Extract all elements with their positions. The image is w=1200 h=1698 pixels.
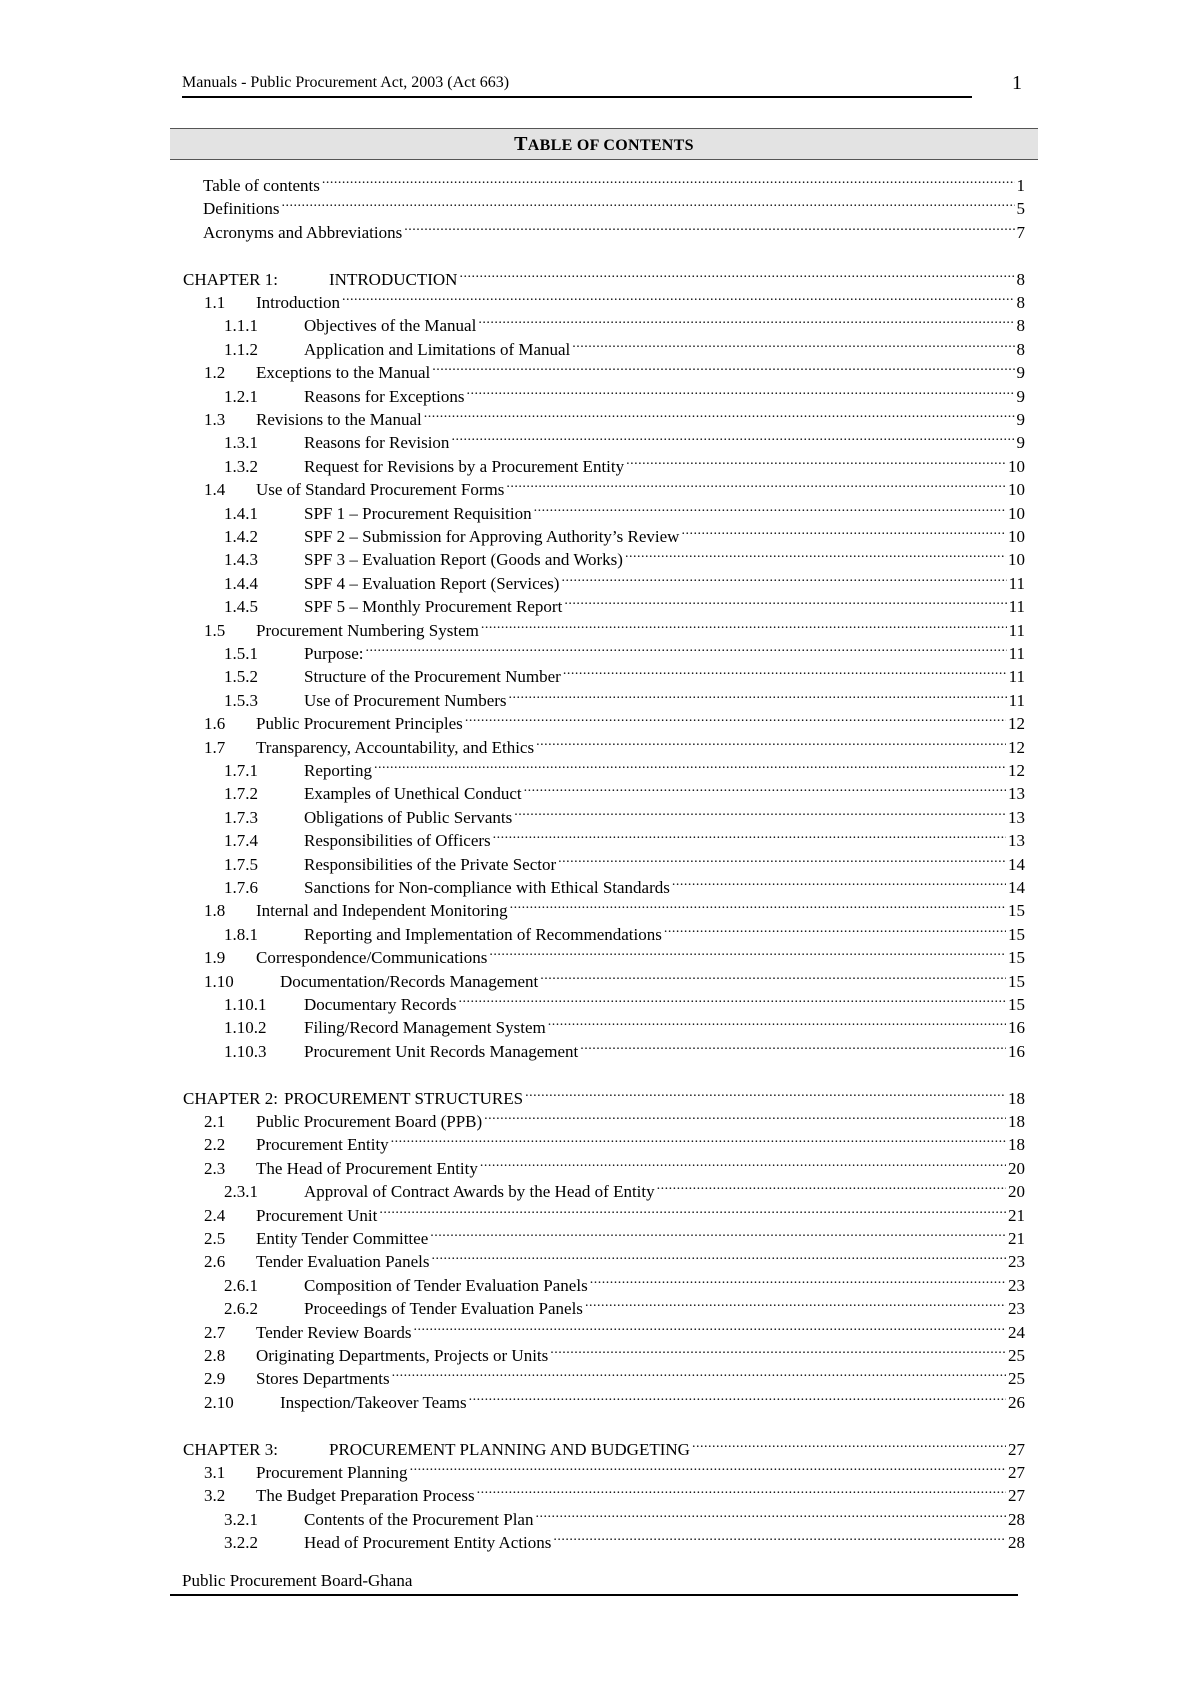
toc-entry-title: Inspection/Takeover Teams <box>280 1392 467 1412</box>
toc-entry-number: 1.8 <box>204 901 226 921</box>
toc-entry-page: 7 <box>1016 222 1025 242</box>
toc-entry-number: 1.7 <box>204 737 226 757</box>
toc-entry-page: 8 <box>1016 293 1025 312</box>
toc-entry-title: Obligations of Public Servants <box>304 807 513 827</box>
toc-entry-title: Composition of Tender Evaluation Panels <box>304 1275 588 1295</box>
toc-entry-title: Stores Departments <box>256 1369 390 1389</box>
toc-entry-number: 1.4.1 <box>224 503 258 523</box>
toc-dot-leader <box>282 191 1015 214</box>
toc-entry-title: Responsibilities of Officers <box>304 831 491 851</box>
toc-entry-number: 1.7.5 <box>224 854 258 874</box>
toc-entry-number: 1.5.3 <box>224 690 258 710</box>
toc-entry-title: Approval of Contract Awards by the Head of Entity <box>304 1182 655 1202</box>
toc-entry-title: SPF 3 – Evaluation Report (Goods and Works) <box>304 550 623 570</box>
toc-entry-number: 1.10.1 <box>224 995 267 1014</box>
toc-entry-number: 1.4.2 <box>224 527 258 546</box>
toc-entry-page: 13 <box>1008 831 1025 851</box>
toc-entry[interactable] <box>224 1291 1025 1319</box>
toc-entry-title: Application and Limitations of Manual <box>304 339 571 359</box>
toc-entry[interactable] <box>224 542 1025 570</box>
toc-entry-title: SPF 1 – Procurement Requisition <box>304 503 532 523</box>
toc-entry[interactable] <box>204 1315 1025 1342</box>
toc-entry-title: Sanctions for Non-compliance with Ethical Standards <box>304 878 670 897</box>
toc-dot-leader <box>374 753 1006 776</box>
toc-entry-title: The Head of Procurement Entity <box>256 1158 478 1178</box>
toc-entry-page: 12 <box>1008 737 1025 757</box>
toc-entry[interactable] <box>204 472 1025 500</box>
toc-entry-page: 26 <box>1008 1392 1025 1412</box>
toc-dot-leader <box>540 964 1006 987</box>
toc-dot-leader <box>467 379 1015 402</box>
toc-entry-number: 1.8.1 <box>224 924 258 944</box>
toc-entry-title: Entity Tender Committee <box>256 1229 429 1248</box>
toc-entry-page: 13 <box>1008 784 1025 804</box>
toc-entry-page: 10 <box>1008 480 1025 500</box>
toc-dot-leader <box>534 496 1006 519</box>
toc-entry-number: 2.3 <box>204 1158 226 1178</box>
toc-dot-leader <box>469 1385 1006 1408</box>
toc-entry-number: 2.8 <box>204 1346 226 1365</box>
toc-entry-page: 21 <box>1008 1205 1025 1225</box>
toc-entry-page: 20 <box>1008 1182 1025 1202</box>
toc-entry-number: 1.2.1 <box>224 386 258 406</box>
toc-entry-page: 15 <box>1008 924 1025 944</box>
toc-entry-page: 10 <box>1008 456 1025 476</box>
toc-entry-title: Public Procurement Principles <box>256 714 463 734</box>
toc-entry-number: 2.6.2 <box>224 1299 258 1319</box>
toc-entry-page: 9 <box>1016 433 1025 453</box>
toc-entry[interactable] <box>224 987 1025 1014</box>
toc-entry-title: Acronyms and Abbreviations <box>203 222 403 242</box>
toc-entry[interactable] <box>203 191 1025 219</box>
toc-entry-page: 11 <box>1008 573 1025 593</box>
toc-entry-title: Request for Revisions by a Procurement Entity <box>304 456 625 476</box>
toc-dot-leader <box>585 1291 1006 1314</box>
toc-entry[interactable] <box>204 1221 1025 1248</box>
toc-entry-page: 11 <box>1008 644 1025 663</box>
toc-dot-leader <box>506 472 1006 495</box>
toc-dot-leader <box>432 355 1014 378</box>
toc-entry-number: 2.5 <box>204 1229 226 1248</box>
toc-entry-title: Procurement Unit <box>256 1205 378 1225</box>
toc-entry[interactable] <box>224 449 1025 476</box>
toc-entry-page: 25 <box>1008 1346 1025 1365</box>
toc-entry-number: 1.5.2 <box>224 667 258 687</box>
toc-entry-title: INTRODUCTION <box>329 269 458 289</box>
toc-entry-page: 11 <box>1008 620 1025 640</box>
toc-entry-title: Documentary Records <box>304 995 457 1014</box>
toc-entry-title: Procurement Planning <box>256 1463 408 1482</box>
toc-dot-leader <box>572 332 1014 355</box>
toc-entry-page: 14 <box>1008 854 1025 874</box>
toc-entry-title: Reporting and Implementation of Recommendations <box>304 924 662 944</box>
toc-entry[interactable] <box>204 1198 1025 1225</box>
toc-entry-page: 15 <box>1008 901 1025 921</box>
toc-entry-page: 24 <box>1008 1322 1025 1342</box>
toc-dot-leader <box>489 940 1006 963</box>
toc-dot-leader <box>550 1338 1006 1361</box>
toc-dot-leader <box>478 308 1014 331</box>
toc-entry[interactable] <box>224 1034 1025 1061</box>
toc-entry-title: Exceptions to the Manual <box>256 363 431 383</box>
toc-dot-leader <box>535 1502 1006 1525</box>
toc-entry-number: 2.1 <box>204 1112 226 1131</box>
toc-entry-number: 2.9 <box>204 1369 226 1389</box>
toc-dot-leader <box>664 917 1006 940</box>
toc-entry-number: 1.1.2 <box>224 339 258 359</box>
toc-entry[interactable] <box>204 402 1025 429</box>
toc-dot-leader <box>392 1361 1006 1384</box>
toc-dot-leader <box>391 1127 1006 1150</box>
toc-entry-page: 15 <box>1008 971 1025 991</box>
toc-entry[interactable] <box>224 776 1025 804</box>
toc-entry[interactable] <box>204 893 1025 921</box>
toc-entry-page: 23 <box>1008 1252 1025 1272</box>
toc-entry-number: 1.7.1 <box>224 761 258 780</box>
toc-entry-page: 25 <box>1008 1369 1025 1389</box>
toc-heading-rest: ABLE OF CONTENTS <box>527 137 694 154</box>
toc-entry-page: 23 <box>1008 1275 1025 1295</box>
toc-entry-number: 3.1 <box>204 1463 226 1482</box>
toc-dot-leader <box>626 449 1006 472</box>
toc-entry-number: 1.1 <box>204 293 226 312</box>
toc-entry-page: 23 <box>1008 1299 1025 1319</box>
toc-entry-page: 13 <box>1008 807 1025 827</box>
toc-entry-page: 12 <box>1008 714 1025 734</box>
toc-entry-title: Procurement Unit Records Management <box>304 1041 579 1061</box>
toc-dot-leader <box>451 425 1014 448</box>
toc-entry-page: 9 <box>1016 363 1025 383</box>
toc-dot-leader <box>590 1268 1006 1291</box>
toc-entry-page: 5 <box>1016 199 1025 219</box>
toc-chapter-entry[interactable] <box>183 262 1025 289</box>
toc-entry-page: 11 <box>1008 597 1025 617</box>
toc-entry-number: CHAPTER 1: <box>183 269 278 289</box>
toc-entry-number: 1.1.1 <box>224 316 258 336</box>
toc-entry-title: Head of Procurement Entity Actions <box>304 1533 552 1553</box>
toc-entry-page: 20 <box>1008 1158 1025 1178</box>
toc-entry-title: Use of Standard Procurement Forms <box>256 480 505 500</box>
toc-entry-number: 1.10.3 <box>224 1041 267 1061</box>
toc-dot-leader <box>424 402 1015 425</box>
toc-entry[interactable] <box>224 636 1025 663</box>
toc-dot-leader <box>558 847 1006 870</box>
toc-dot-leader <box>484 1104 1006 1127</box>
toc-entry-title: Definitions <box>203 199 280 219</box>
toc-entry-number: 1.3.1 <box>224 433 258 453</box>
toc-dot-leader <box>553 1525 1006 1548</box>
toc-entry[interactable] <box>224 1502 1025 1529</box>
toc-entry-page: 15 <box>1008 995 1025 1014</box>
toc-dot-leader <box>410 1455 1006 1478</box>
toc-entry-title: Tender Evaluation Panels <box>256 1252 430 1272</box>
toc-entry-number: 3.2.1 <box>224 1509 258 1529</box>
toc-entry-title: Public Procurement Board (PPB) <box>256 1112 483 1131</box>
page-header <box>182 70 972 98</box>
toc-dot-leader <box>672 870 1006 893</box>
toc-dot-leader <box>580 1034 1006 1057</box>
toc-entry-number: 1.7.2 <box>224 784 258 804</box>
toc-dot-leader <box>458 987 1006 1010</box>
toc-entry[interactable] <box>204 1478 1025 1506</box>
toc-entry-title: Documentation/Records Management <box>280 971 539 991</box>
toc-dot-leader <box>493 823 1006 846</box>
toc-entry-title: Examples of Unethical Conduct <box>304 784 522 804</box>
toc-entry[interactable] <box>204 1104 1025 1131</box>
toc-entry[interactable] <box>204 1127 1025 1155</box>
toc-entry-number: 3.2.2 <box>224 1533 258 1553</box>
toc-entry[interactable] <box>204 1338 1025 1365</box>
toc-dot-leader <box>459 262 1014 285</box>
toc-entry-number: 2.2 <box>204 1135 226 1155</box>
toc-entry[interactable] <box>203 215 1025 242</box>
toc-dot-leader <box>379 1198 1006 1221</box>
toc-entry-page: 15 <box>1008 948 1025 968</box>
toc-dot-leader <box>430 1221 1006 1244</box>
toc-entry-title: Procurement Numbering System <box>256 620 479 640</box>
toc-entry-number: 1.5 <box>204 620 226 640</box>
toc-dot-leader <box>561 566 1006 589</box>
toc-entry[interactable] <box>204 1244 1025 1272</box>
toc-entry-page: 18 <box>1008 1112 1025 1131</box>
toc-entry-number: 2.6 <box>204 1252 226 1272</box>
toc-entry-title: PROCUREMENT STRUCTURES <box>283 1088 524 1108</box>
toc-dot-leader <box>625 542 1006 565</box>
toc-entry-title: SPF 5 – Monthly Procurement Report <box>304 597 563 617</box>
page-footer <box>170 1568 1018 1596</box>
toc-entry[interactable] <box>204 706 1025 734</box>
toc-entry[interactable] <box>204 940 1025 968</box>
toc-entry[interactable] <box>224 566 1025 593</box>
toc-entry[interactable] <box>224 870 1025 897</box>
toc-entry-title: Tender Review Boards <box>256 1322 412 1342</box>
toc-entry-page: 10 <box>1008 550 1025 570</box>
toc-dot-leader <box>525 1081 1006 1104</box>
toc-entry-title: Proceedings of Tender Evaluation Panels <box>304 1299 583 1319</box>
toc-entry[interactable] <box>224 308 1025 336</box>
toc-entry-number: 1.7.4 <box>224 831 258 851</box>
toc-entry-title: Responsibilities of the Private Sector <box>304 854 557 874</box>
toc-entry-page: 8 <box>1016 339 1025 359</box>
toc-entry-page: 8 <box>1016 269 1025 289</box>
toc-entry-number: CHAPTER 2: <box>183 1088 278 1108</box>
toc-dot-leader <box>564 589 1006 612</box>
toc-entry-page: 1 <box>1016 176 1025 195</box>
toc-entry-page: 28 <box>1008 1533 1025 1553</box>
toc-entry-page: 27 <box>1008 1486 1025 1506</box>
header-text: Manuals - Public Procurement Act, 2003 (Act 663) <box>182 74 510 91</box>
toc-entry[interactable] <box>224 917 1025 944</box>
toc-entry-number: 1.2 <box>204 363 226 383</box>
toc-entry-title: Reporting <box>304 761 372 780</box>
toc-entry[interactable] <box>204 285 1025 312</box>
toc-entry-number: 2.6.1 <box>224 1275 258 1295</box>
toc-dot-leader <box>366 636 1007 659</box>
toc-dot-leader <box>431 1244 1006 1267</box>
toc-entry[interactable] <box>224 847 1025 874</box>
toc-entry-number: 1.4.4 <box>224 573 258 593</box>
toc-entry[interactable] <box>224 683 1025 710</box>
toc-entry-title: Internal and Independent Monitoring <box>256 901 508 921</box>
toc-entry-title: The Budget Preparation Process <box>256 1486 475 1506</box>
toc-entry-page: 21 <box>1008 1229 1025 1248</box>
toc-entry[interactable] <box>204 1151 1025 1178</box>
toc-entry-page: 8 <box>1016 316 1025 336</box>
toc-entry-number: 1.3.2 <box>224 456 258 476</box>
toc-entry-page: 18 <box>1008 1135 1025 1155</box>
toc-dot-leader <box>477 1478 1006 1501</box>
toc-entry-number: 1.3 <box>204 410 226 429</box>
toc-entry-number: 2.7 <box>204 1322 226 1342</box>
toc-dot-leader <box>563 659 1007 682</box>
toc-dot-leader <box>509 683 1007 706</box>
toc-entry-number: 2.4 <box>204 1205 226 1225</box>
toc-entry-page: 27 <box>1008 1439 1025 1459</box>
toc-entry-title: PROCUREMENT PLANNING AND BUDGETING <box>329 1439 690 1459</box>
toc-entry-number: 1.6 <box>204 714 226 734</box>
toc-entry-number: 1.4 <box>204 480 226 500</box>
toc-entry-page: 10 <box>1008 527 1025 546</box>
toc-entry-number: 1.5.1 <box>224 644 258 663</box>
toc-chapter-entry[interactable] <box>183 1432 1025 1459</box>
toc-entry-title: Introduction <box>256 293 341 312</box>
toc-entry[interactable] <box>224 1268 1025 1295</box>
toc-entry-title: Correspondence/Communications <box>256 948 488 968</box>
toc-dot-leader <box>524 776 1006 799</box>
toc-dot-leader <box>465 706 1006 729</box>
toc-entry-title: Structure of the Procurement Number <box>304 667 561 687</box>
toc-entry-number: 1.9 <box>204 948 226 968</box>
toc-entry-title: Originating Departments, Projects or Units <box>256 1346 549 1365</box>
toc-dot-leader <box>480 1151 1006 1174</box>
toc-entry-page: 16 <box>1008 1041 1025 1061</box>
toc-entry-number: 3.2 <box>204 1486 226 1506</box>
toc-entry[interactable] <box>204 730 1025 757</box>
toc-entry[interactable] <box>224 659 1025 687</box>
toc-entry[interactable] <box>224 1525 1025 1553</box>
toc-entry-title: Filing/Record Management System <box>304 1018 546 1038</box>
toc-entry[interactable] <box>203 168 1025 195</box>
toc-entry[interactable] <box>204 613 1025 640</box>
toc-entry-title: Use of Procurement Numbers <box>304 690 507 710</box>
toc-dot-leader <box>404 215 1014 238</box>
toc-dot-leader <box>322 168 1015 191</box>
toc-entry-title: Objectives of the Manual <box>304 316 477 336</box>
toc-entry-title: Reasons for Revision <box>304 433 450 453</box>
toc-entry-number: CHAPTER 3: <box>183 1439 278 1459</box>
toc-entry-number: 1.7.6 <box>224 878 258 897</box>
toc-entry-number: 1.10.2 <box>224 1018 267 1038</box>
toc-entry-page: 11 <box>1008 667 1025 687</box>
toc-dot-leader <box>692 1432 1006 1455</box>
toc-entry-page: 14 <box>1008 878 1025 897</box>
toc-dot-leader <box>548 1010 1006 1033</box>
toc-entry[interactable] <box>224 425 1025 453</box>
toc-dot-leader <box>481 613 1007 636</box>
toc-dot-leader <box>514 800 1006 823</box>
toc-entry-title: SPF 4 – Evaluation Report (Services) <box>304 573 560 593</box>
toc-entry-page: 16 <box>1008 1018 1025 1038</box>
toc-entry-title: Reasons for Exceptions <box>304 386 465 406</box>
toc-entry-number: 2.10 <box>204 1392 234 1412</box>
toc-chapter-entry[interactable] <box>183 1081 1025 1108</box>
toc-entry-number: 1.10 <box>204 971 234 991</box>
toc-entry[interactable] <box>224 823 1025 851</box>
toc-entry[interactable] <box>224 1010 1025 1038</box>
toc-entry-page: 9 <box>1016 410 1025 429</box>
toc-entry-number: 1.7.3 <box>224 807 258 827</box>
toc-entry[interactable] <box>204 1385 1025 1412</box>
toc-entry-number: 1.4.3 <box>224 550 258 570</box>
toc-entry-page: 27 <box>1008 1463 1025 1482</box>
toc-entry[interactable] <box>224 332 1025 359</box>
toc-entry-page: 9 <box>1016 386 1025 406</box>
toc-entry-title: Contents of the Procurement Plan <box>304 1509 534 1529</box>
page-number: 1 <box>1012 72 1022 94</box>
footer-text: Public Procurement Board-Ghana <box>182 1571 413 1590</box>
toc-dot-leader <box>342 285 1014 308</box>
toc-dot-leader <box>510 893 1006 916</box>
toc-dot-leader <box>657 1174 1006 1197</box>
toc-entry[interactable] <box>224 519 1025 546</box>
toc-entry-number: 2.3.1 <box>224 1182 258 1202</box>
toc-dot-leader <box>414 1315 1006 1338</box>
toc-entry[interactable] <box>204 964 1025 991</box>
toc-entry-title: Transparency, Accountability, and Ethics <box>256 737 535 757</box>
toc-entry[interactable] <box>224 379 1025 406</box>
toc-entry-number: 1.4.5 <box>224 597 258 617</box>
toc-entry-title: Purpose: <box>304 644 364 663</box>
toc-entry[interactable] <box>224 496 1025 523</box>
toc-entry[interactable] <box>224 753 1025 780</box>
toc-entry[interactable] <box>204 1361 1025 1389</box>
toc-heading <box>170 128 1038 160</box>
toc-entry-page: 12 <box>1008 761 1025 780</box>
toc-entry-page: 11 <box>1008 690 1025 710</box>
toc-heading-initial: T <box>514 133 528 155</box>
toc-entry[interactable] <box>224 800 1025 827</box>
toc-entry[interactable] <box>204 355 1025 383</box>
toc-entry-title: Procurement Entity <box>256 1135 389 1155</box>
toc-entry[interactable] <box>204 1455 1025 1482</box>
toc-dot-leader <box>681 519 1006 542</box>
toc-dot-leader <box>536 730 1006 753</box>
toc-entry-title: SPF 2 – Submission for Approving Authority’s Review <box>304 527 680 546</box>
toc-entry-page: 28 <box>1008 1509 1025 1529</box>
toc-entry[interactable] <box>224 589 1025 617</box>
toc-entry-title: Table of contents <box>203 176 320 195</box>
toc-entry-page: 10 <box>1008 503 1025 523</box>
toc-entry-title: Revisions to the Manual <box>256 410 422 429</box>
toc-entry[interactable] <box>224 1174 1025 1202</box>
toc-entry-page: 18 <box>1008 1088 1025 1108</box>
